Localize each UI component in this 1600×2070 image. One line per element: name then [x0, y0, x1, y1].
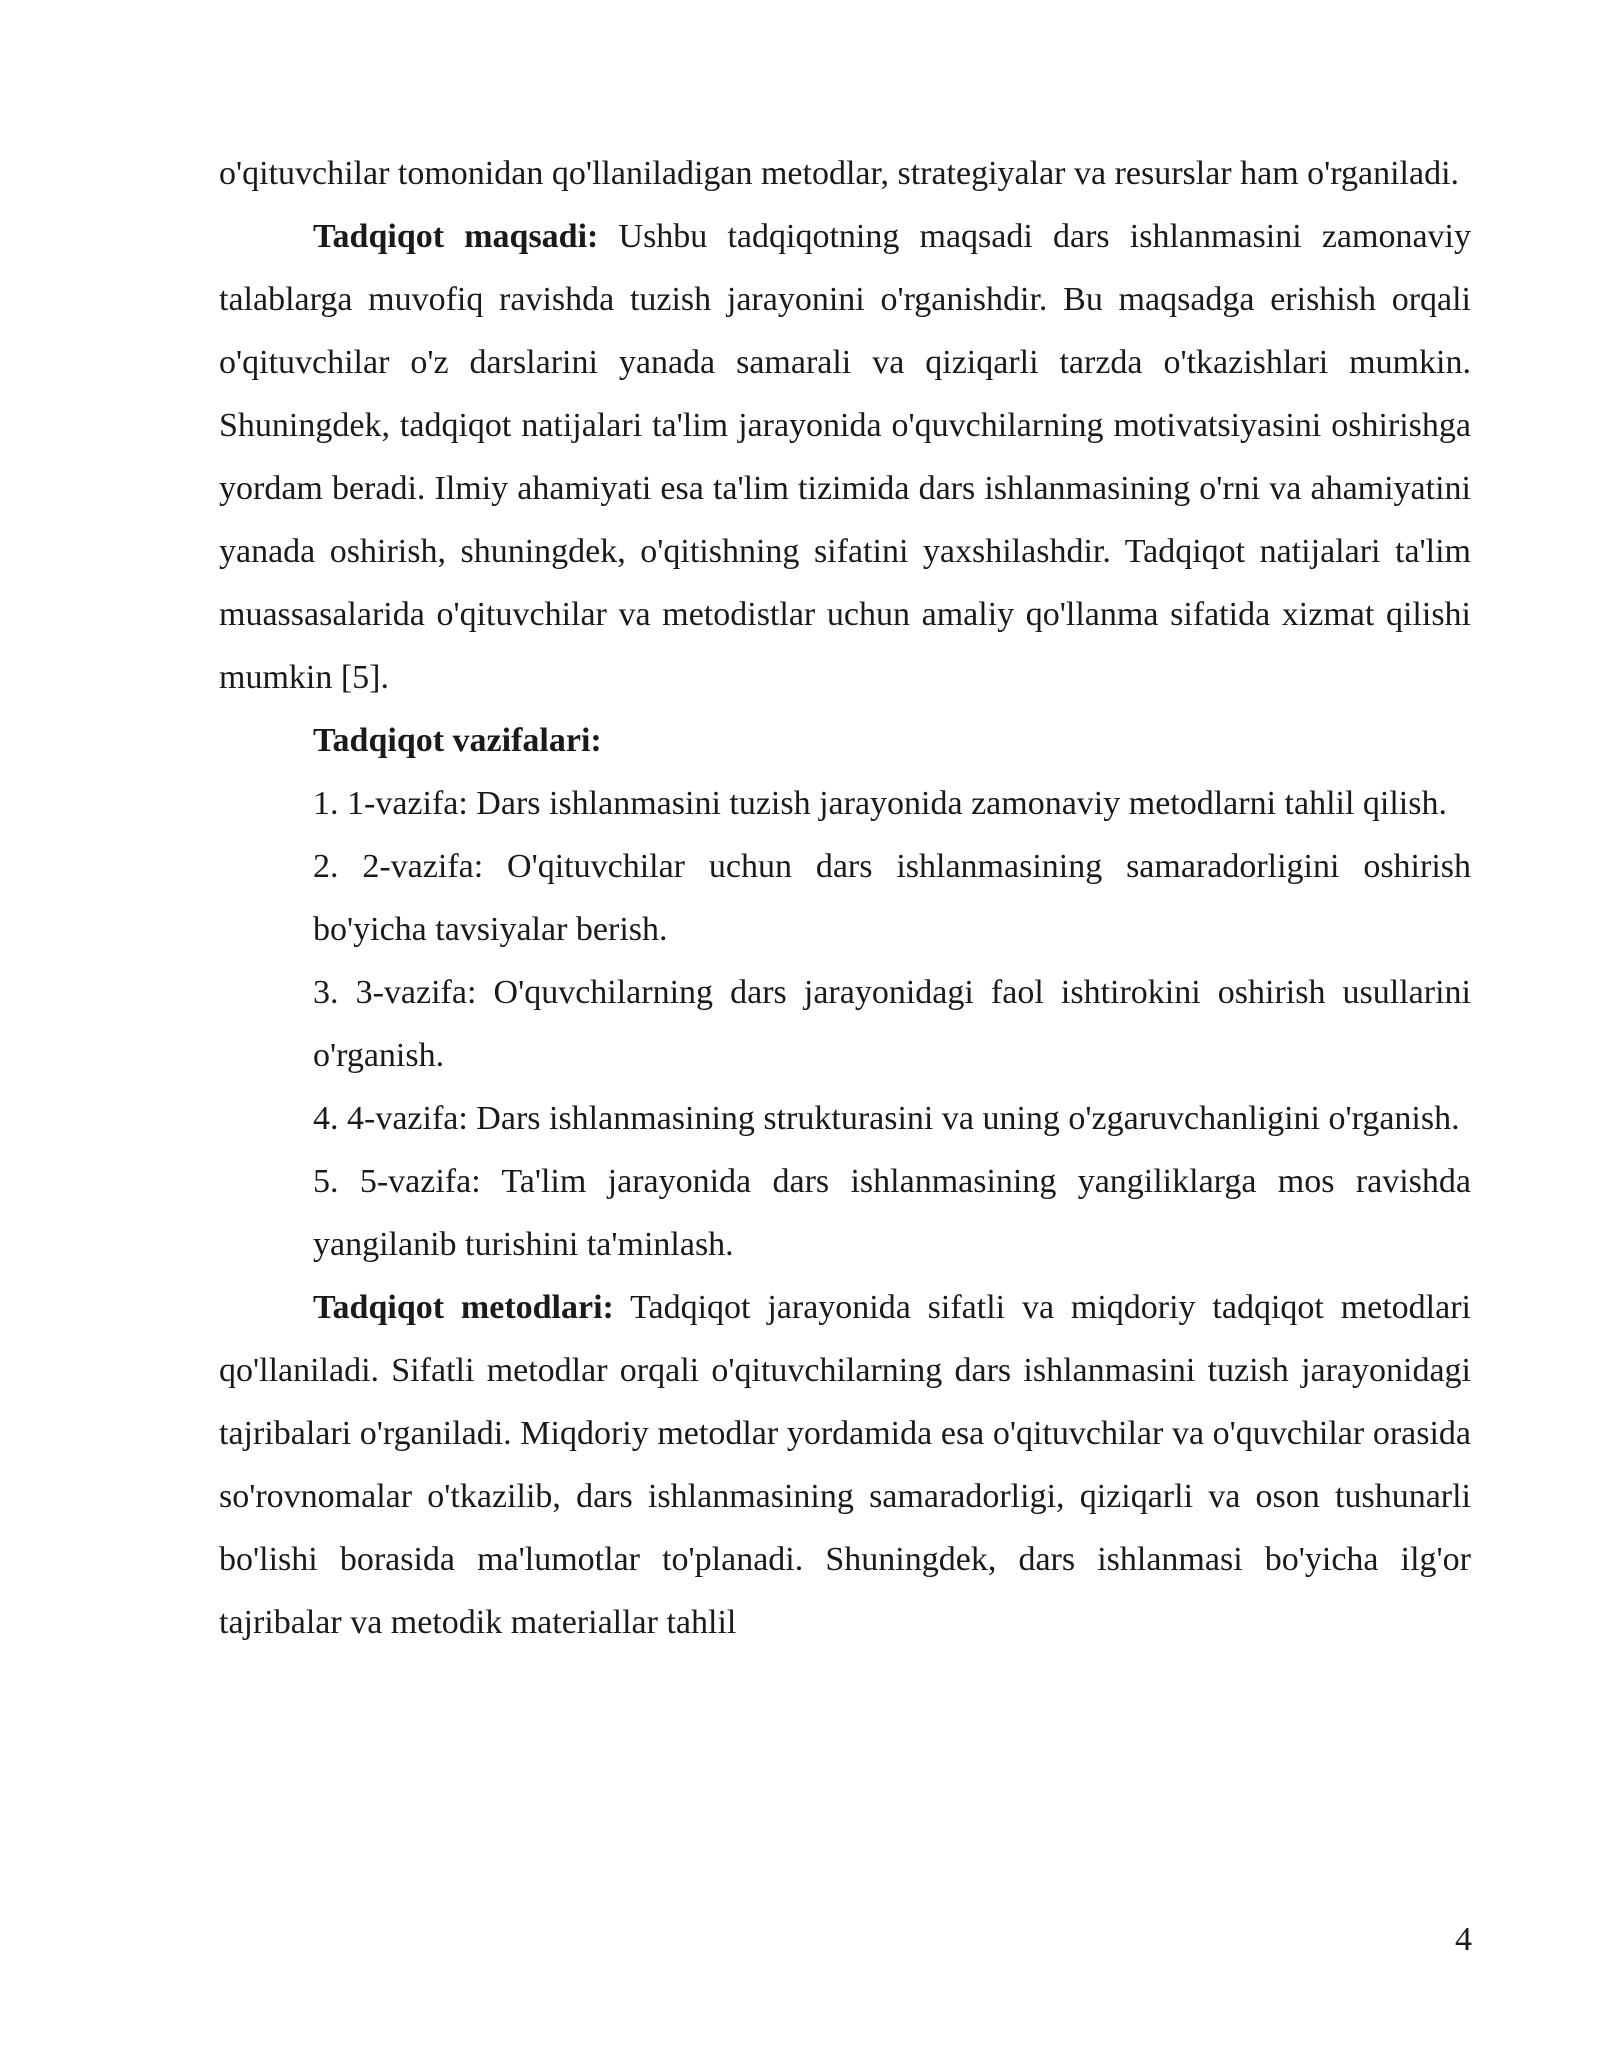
- research-tasks-heading: Tadqiqot vazifalari:: [313, 722, 602, 759]
- research-methods-text: Tadqiqot jarayonida sifatli va miqdoriy tadqiqot metodlari qo'llaniladi. Sifatli metodlar orqali o'qituvchilarning dars ishlanmasini tuzish jarayonidagi tajribalari o'rganiladi. Miqdoriy metodlar yordamida esa o'qituvchilar va o'quvchilar orasida so'rovnomalar o'tkazilib, dars ishlanmasining samaradorligi, qiziqarli va oson tushunarli bo'lishi borasida ma'lumotlar to'planadi. Shuningdek, dars ishlanmasi bo'yicha ilg'or tajribalar va metodik materiallar tahlil: [219, 1289, 1471, 1641]
- research-methods-paragraph: [219, 1276, 1471, 1654]
- list-item: 2. 2-vazifa: O'qituvchilar uchun dars ishlanmasining samaradorligini oshirish bo'yicha tavsiyalar berish.: [313, 848, 1471, 948]
- list-item: 1. 1-vazifa: Dars ishlanmasini tuzish jarayonida zamonaviy metodlarni tahlil qilish.: [313, 785, 1447, 822]
- research-goal-label: Tadqiqot maqsadi:: [313, 218, 599, 255]
- page-number: 4: [1455, 1921, 1472, 1958]
- list-item: 3. 3-vazifa: O'quvchilarning dars jarayonidagi faol ishtirokini oshirish usullarini o'rganish.: [313, 974, 1471, 1074]
- document-page: [219, 142, 1471, 1654]
- intro-continuation-paragraph: o'qituvchilar tomonidan qo'llaniladigan metodlar, strategiyalar va resurslar ham o'rganiladi.: [219, 155, 1460, 192]
- list-item: 4. 4-vazifa: Dars ishlanmasining strukturasini va uning o'zgaruvchanligini o'rganish.: [313, 1100, 1460, 1137]
- research-goal-text: Ushbu tadqiqotning maqsadi dars ishlanmasini zamonaviy talablarga muvofiq ravishda tuzish jarayonini o'rganishdir. Bu maqsadga erishish orqali o'qituvchilar o'z darslarini yanada samarali va qiziqarli tarzda o'tkazishlari mumkin. Shuningdek, tadqiqot natijalari ta'lim jarayonida o'quvchilarning motivatsiyasini oshirishga yordam beradi. Ilmiy ahamiyati esa ta'lim tizimida dars ishlanmasining o'rni va ahamiyatini yanada oshirish, shuningdek, o'qitishning sifatini yaxshilashdir. Tadqiqot natijalari ta'lim muassasalarida o'qituvchilar va metodistlar uchun amaliy qo'llanma sifatida xizmat qilishi mumkin [5].: [219, 218, 1471, 696]
- list-item: 5. 5-vazifa: Ta'lim jarayonida dars ishlanmasining yangiliklarga mos ravishda yangilanib turishini ta'minlash.: [313, 1163, 1471, 1263]
- research-tasks-list: [219, 772, 1471, 1276]
- research-goal-paragraph: [219, 205, 1471, 709]
- research-methods-label: Tadqiqot metodlari:: [313, 1289, 614, 1326]
